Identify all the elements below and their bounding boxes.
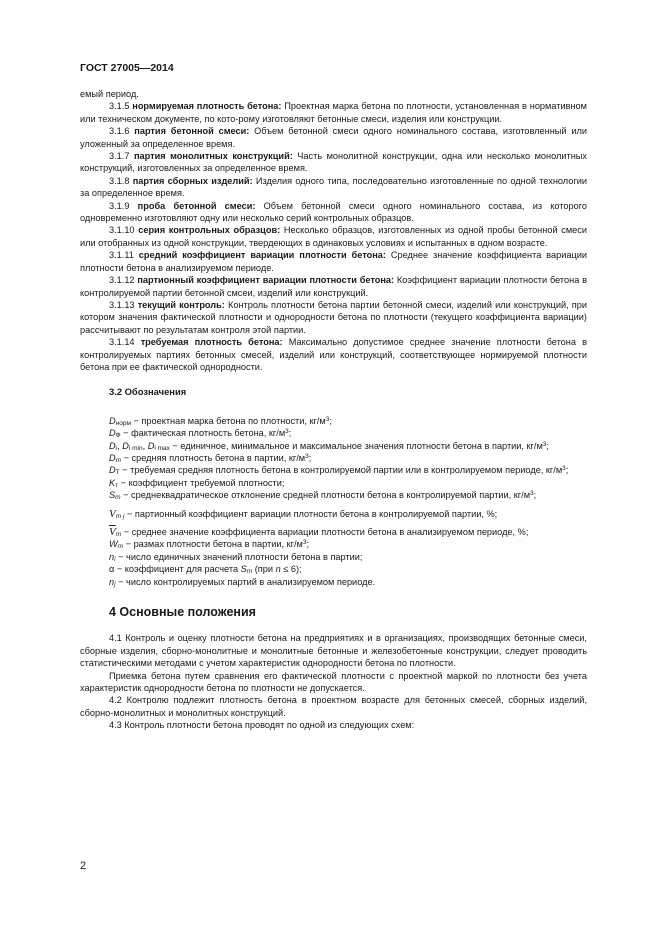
paragraph-4-3: 4.3 Контроль плотности бетона проводят по одной из следующих схем:	[109, 720, 415, 731]
symbol-v-bar: $\overline{V}_m$ − среднее значение коэффициента вариации плотности бетона в анализируемом периоде, %;	[109, 526, 529, 538]
symbol-d-f: $D_Ф$ − фактическая плотность бетона, $кг/м^3$;	[109, 428, 292, 440]
term-3-1-14: 3.1.14 требуемая плотность бетона: Максимально допустимое среднее значение плотности бетона в контролируемых партиях бетонных смесей, изделий или конструкций, соответствующее нормируемой плотности бетона при ее фактической однородности.	[80, 337, 587, 372]
term-3-1-5: 3.1.5 нормируемая плотность бетона: Проектная марка бетона по плотности, установленная в нормативном или техническом документе, по кото-рому изготовляют бетонные смеси, изделия или конструкции.	[80, 101, 587, 124]
symbol-s-m: $S_m$ − среднеквадратическое отклонение средней плотности бетона в контролируемой партии, $кг/м^3$;	[109, 490, 537, 502]
symbol-d-norm: $D_{норм}$ − проектная марка бетона по плотности, $кг/м^3$;	[109, 415, 332, 427]
section-3-2-heading: 3.2 Обозначения	[109, 386, 187, 398]
page-number: 2	[80, 860, 87, 872]
term-3-1-12: 3.1.12 партионный коэффициент вариации плотности бетона: Коэффициент вариации плотности бетона в контролируемой партии бетонной смсеи, изделий или конструкций.	[80, 275, 587, 298]
symbol-v-mj: $V_{m j}$ − партионный коэффициент вариации плотности бетона в контролируемой партии, %;	[109, 507, 498, 520]
document-body	[80, 88, 587, 732]
paragraph-4-1: 4.1 Контроль и оценку плотности бетона на предприятиях и в организациях, производящих бетонные смеси, сборные изделия, сборно-монолитные и монолитные бетонные и железобетонные конструкции, следует проводить статистическими методами с учетом характеристик однородности бетона по плотности.	[80, 633, 587, 669]
section-4-heading: 4 Основные положения	[109, 605, 256, 620]
intro-text: емый период.	[80, 89, 139, 99]
term-3-1-7: 3.1.7 партия монолитных конструкций: Часть монолитной конструкции, одна или несколько монолитных конструкций, изготовленных за определенное время.	[80, 151, 587, 174]
symbol-d-t: $D_Т$ − требуемая средняя плотность бетона в контролируемой партии или в контролируемом периоде, $кг/м^3$;	[109, 465, 569, 477]
document-header: ГОСТ 27005—2014	[80, 62, 174, 74]
symbol-k-t: $K_т$ − коэффициент требуемой плотности;	[109, 477, 285, 489]
symbol-d-i: $D_i$, $D_{i min}$, $D_{i max}$ − единичное, минимальное и максимальное значения плотности бетона в партии, $кг/м^3$;	[109, 440, 549, 452]
symbol-w-m: $W_m$ − размах плотности бетона в партии, $кг/м^3$;	[109, 539, 310, 551]
paragraph-acceptance: Приемка бетона путем сравнения его фактической плотности с проектной маркой по плотности без учета характеристик однородности бетона по плотности не допускается.	[80, 670, 587, 694]
term-3-1-10: 3.1.10 серия контрольных образцов: Несколько образцов, изготовленных из одной пробы бетонной смеси или отобранных из одной конструкции, твердеющих в одинаковых условиях и испытанных в одном возрасте.	[80, 225, 587, 248]
symbol-alpha: α − коэффициент для расчета $S_m$ (при n ≤ 6);	[109, 564, 302, 576]
term-3-1-13: 3.1.13 текущий контроль: Контроль плотности бетона партии бетонной смеси, изделий или конструкций, при котором значения фактической плотности и однородности бетона по плотности (текущего коэффициента вариации) рассчитывают по результатам контроля этой партии.	[80, 299, 587, 335]
symbol-d-m: $D_m$ − средняя плотность бетона в партии, $кг/м^3$;	[109, 452, 312, 464]
symbol-n-j: $n_j$ − число контролируемых партий в анализируемом периоде.	[109, 576, 376, 588]
term-3-1-9: 3.1.9 проба бетонной смеси: Объем бетонной смеси одного номинального состава, из которого одновременно изготовляют одну или несколько серий контрольных образцов.	[80, 200, 587, 224]
paragraph-4-2: 4.2 Контролю подлежит плотность бетона в проектном возрасте для бетонных смесей, сборных изделий, сборно-монолитных и монолитных конструкций.	[80, 695, 587, 718]
term-3-1-6: 3.1.6 партия бетонной смеси: Объем бетонной смеси одного номинального состава, изготовленный или уложенный за определенное время.	[80, 126, 587, 149]
term-3-1-8: 3.1.8 партия сборных изделий: Изделия одного типа, последовательно изготовленные по одной технологии за определенное время.	[80, 175, 587, 199]
term-3-1-11: 3.1.11 средний коэффициент вариации плотности бетона: Среднее значение коэффициента вариации плотности бетона в анализируемом периоде.	[80, 250, 587, 273]
symbol-n-i: $n_i$ − число единичных значений плотности бетона в партии;	[109, 551, 363, 563]
